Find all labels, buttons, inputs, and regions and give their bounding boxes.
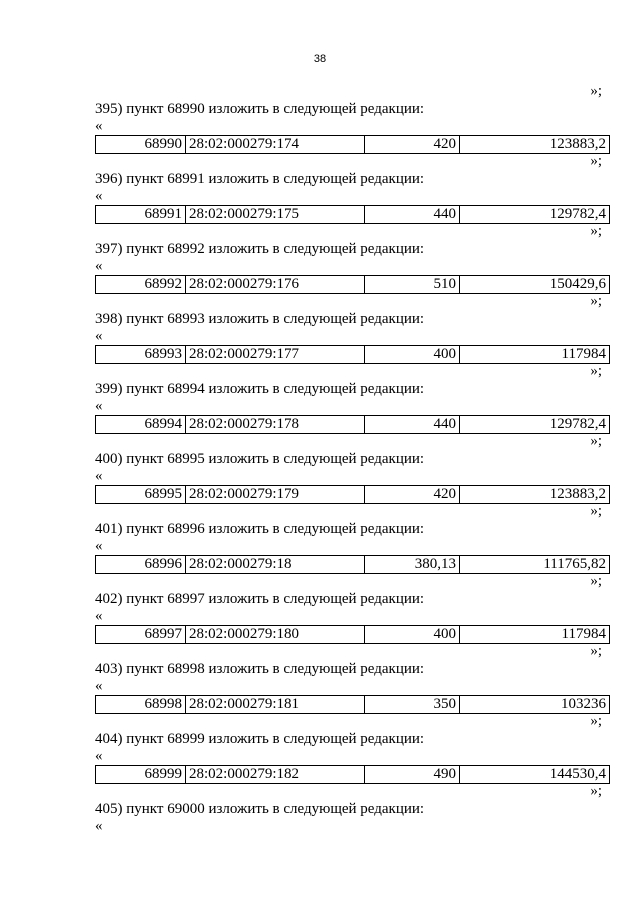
item-number-cell: 68998 [96,696,186,714]
entry-table [95,765,610,784]
entry-table [95,695,610,714]
opening-quote: « [95,118,103,134]
amendment-instruction: 396) пункт 68991 изложить в следующей редакции: [95,171,425,187]
amendment-block [95,293,610,363]
entry-table [95,275,610,294]
value-cell: 129782,4 [460,416,610,434]
cadastral-number-cell: 28:02:000279:182 [186,766,365,784]
cadastral-number-cell: 28:02:000279:176 [186,276,365,294]
area-cell: 380,13 [365,556,460,574]
closing-quote: »; [590,573,602,589]
value-cell: 129782,4 [460,206,610,224]
closing-quote: »; [590,713,602,729]
closing-quote: »; [590,153,602,169]
opening-quote: « [95,398,103,414]
cadastral-number-cell: 28:02:000279:18 [186,556,365,574]
amendment-block [95,503,610,573]
closing-quote: »; [590,223,602,239]
item-number-cell: 68997 [96,626,186,644]
closing-quote: »; [590,783,602,799]
table-row [96,696,610,714]
amendment-block [95,713,610,783]
amendment-block [95,573,610,643]
table-row [96,276,610,294]
amendment-block [95,363,610,433]
cadastral-number-cell: 28:02:000279:179 [186,486,365,504]
closing-quote: »; [590,503,602,519]
item-number-cell: 68999 [96,766,186,784]
closing-quote: »; [590,363,602,379]
value-cell: 117984 [460,626,610,644]
closing-quote: »; [590,433,602,449]
opening-quote: « [95,188,103,204]
value-cell: 117984 [460,346,610,364]
table-row [96,136,610,154]
value-cell: 103236 [460,696,610,714]
area-cell: 420 [365,486,460,504]
amendment-instruction: 404) пункт 68999 изложить в следующей редакции: [95,731,425,747]
amendment-instruction: 398) пункт 68993 изложить в следующей редакции: [95,311,425,327]
amendment-instruction: 405) пункт 69000 изложить в следующей редакции: [95,801,425,817]
cadastral-number-cell: 28:02:000279:181 [186,696,365,714]
area-cell: 510 [365,276,460,294]
closing-quote: »; [590,83,602,99]
table-row [96,766,610,784]
area-cell: 440 [365,416,460,434]
amendment-block [95,433,610,503]
table-row [96,556,610,574]
entry-table [95,625,610,644]
value-cell: 123883,2 [460,136,610,154]
item-number-cell: 68994 [96,416,186,434]
amendment-instruction: 403) пункт 68998 изложить в следующей редакции: [95,661,425,677]
table-row [96,486,610,504]
cadastral-number-cell: 28:02:000279:174 [186,136,365,154]
entry-table [95,485,610,504]
area-cell: 420 [365,136,460,154]
table-row [96,626,610,644]
value-cell: 150429,6 [460,276,610,294]
value-cell: 144530,4 [460,766,610,784]
opening-quote: « [95,818,103,834]
amendment-instruction: 395) пункт 68990 изложить в следующей редакции: [95,101,425,117]
area-cell: 490 [365,766,460,784]
final-amendment-block [95,783,610,835]
value-cell: 111765,82 [460,556,610,574]
value-cell: 123883,2 [460,486,610,504]
item-number-cell: 68995 [96,486,186,504]
entry-table [95,555,610,574]
opening-quote: « [95,258,103,274]
opening-quote: « [95,748,103,764]
opening-quote: « [95,678,103,694]
area-cell: 440 [365,206,460,224]
amendment-block [95,153,610,223]
opening-quote: « [95,608,103,624]
opening-quote: « [95,538,103,554]
item-number-cell: 68996 [96,556,186,574]
entry-table [95,135,610,154]
item-number-cell: 68991 [96,206,186,224]
entry-table [95,415,610,434]
document-body [95,83,610,835]
table-row [96,206,610,224]
opening-quote: « [95,468,103,484]
amendment-instruction: 400) пункт 68995 изложить в следующей редакции: [95,451,425,467]
item-number-cell: 68992 [96,276,186,294]
cadastral-number-cell: 28:02:000279:180 [186,626,365,644]
cadastral-number-cell: 28:02:000279:177 [186,346,365,364]
opening-quote: « [95,328,103,344]
amendment-instruction: 401) пункт 68996 изложить в следующей редакции: [95,521,425,537]
table-row [96,416,610,434]
table-row [96,346,610,364]
area-cell: 400 [365,346,460,364]
area-cell: 400 [365,626,460,644]
closing-quote: »; [590,293,602,309]
cadastral-number-cell: 28:02:000279:175 [186,206,365,224]
item-number-cell: 68990 [96,136,186,154]
amendment-instruction: 397) пункт 68992 изложить в следующей редакции: [95,241,425,257]
closing-quote: »; [590,643,602,659]
page-number: 38 [313,53,327,65]
entry-table [95,345,610,364]
amendment-block [95,83,610,153]
amendment-block [95,643,610,713]
amendment-instruction: 402) пункт 68997 изложить в следующей редакции: [95,591,425,607]
item-number-cell: 68993 [96,346,186,364]
amendment-instruction: 399) пункт 68994 изложить в следующей редакции: [95,381,425,397]
area-cell: 350 [365,696,460,714]
entry-table [95,205,610,224]
amendment-block [95,223,610,293]
cadastral-number-cell: 28:02:000279:178 [186,416,365,434]
